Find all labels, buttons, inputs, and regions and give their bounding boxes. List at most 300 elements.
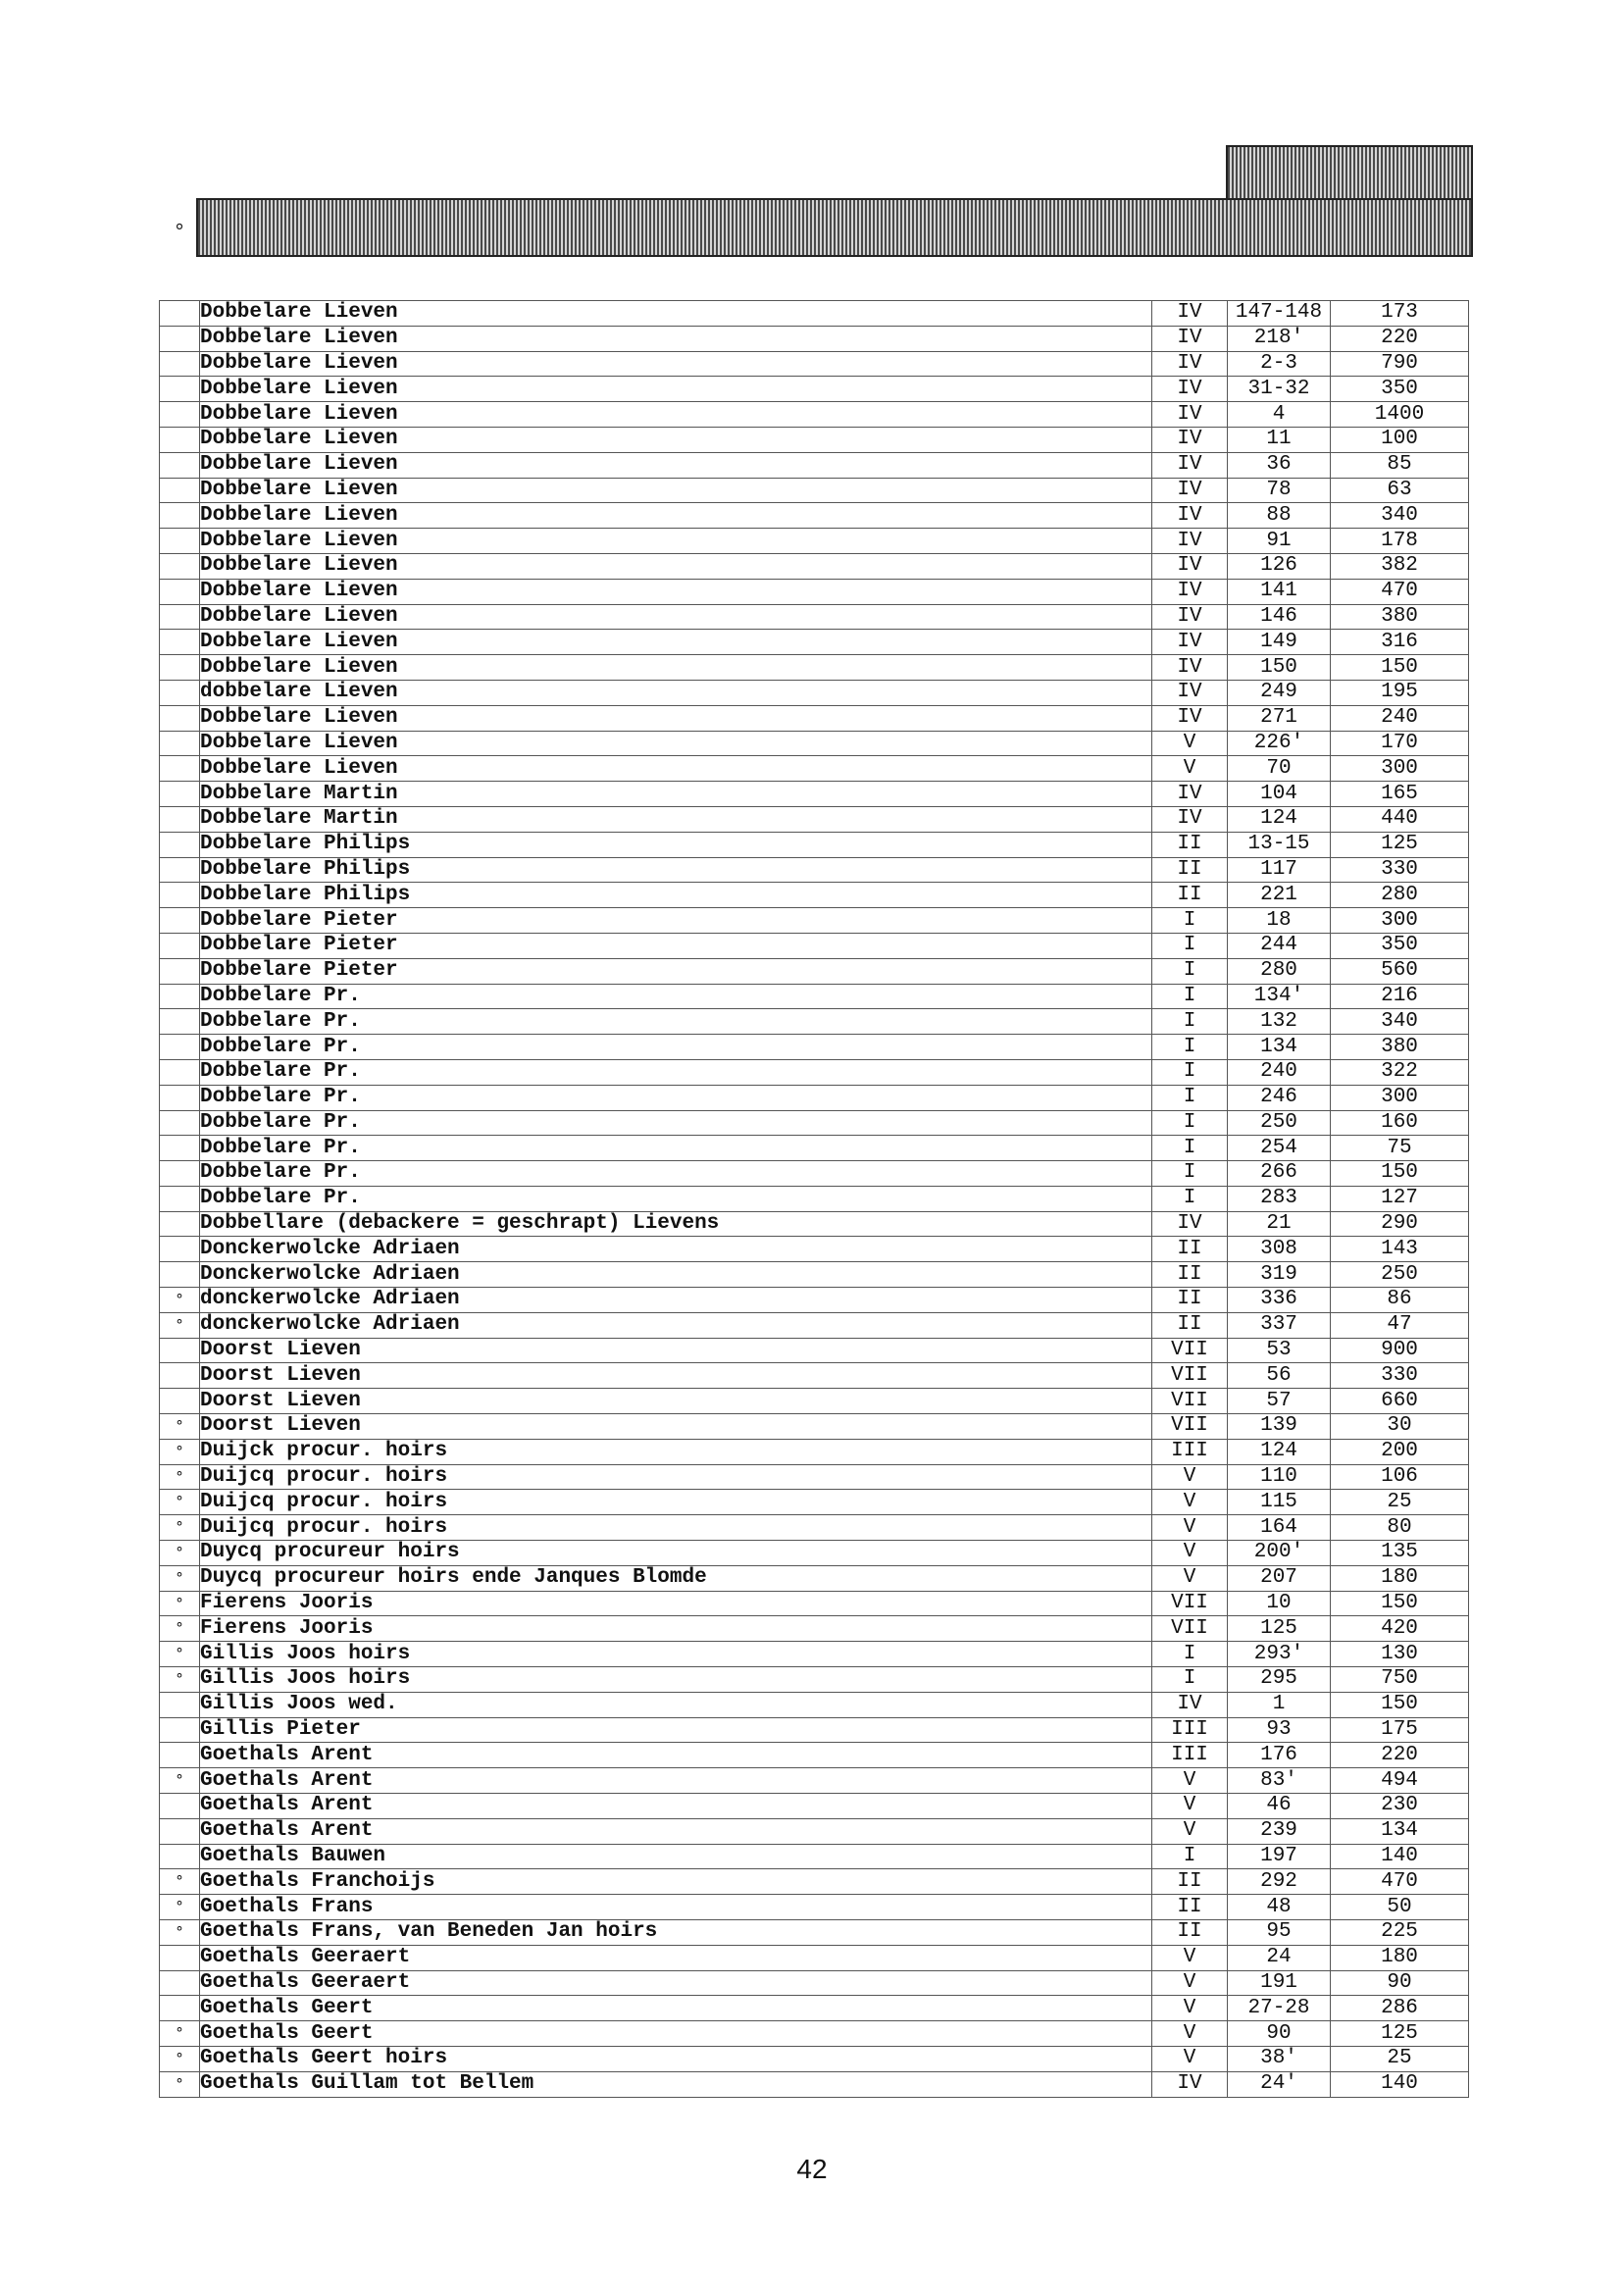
row-marker: ° [160, 1439, 200, 1464]
area-cell: 382 [1331, 553, 1469, 579]
owner-name-cell: Dobbelare Lieven [200, 553, 1152, 579]
volume-cell: V [1152, 731, 1228, 756]
area-cell: 173 [1331, 301, 1469, 327]
folio-cell: 191 [1228, 1970, 1331, 1996]
row-marker [160, 857, 200, 883]
table-row [160, 1895, 1469, 1920]
row-marker [160, 1818, 200, 1844]
row-marker [160, 478, 200, 503]
owner-name-cell: Doorst Lieven [200, 1363, 1152, 1389]
owner-name-cell: Goethals Arent [200, 1768, 1152, 1794]
row-marker [160, 377, 200, 402]
folio-cell: 240 [1228, 1059, 1331, 1085]
table-row [160, 1794, 1469, 1819]
owner-name-cell: Dobbelare Pr. [200, 1136, 1152, 1161]
table-row [160, 1338, 1469, 1363]
folio-cell: 139 [1228, 1414, 1331, 1440]
owner-name-cell: Duycq procureur hoirs ende Janques Blomde [200, 1565, 1152, 1591]
folio-cell: 57 [1228, 1389, 1331, 1414]
owner-name-cell: dobbelare Lieven [200, 680, 1152, 705]
table-row [160, 806, 1469, 832]
row-marker: ° [160, 1490, 200, 1515]
volume-cell: VII [1152, 1616, 1228, 1642]
owner-name-cell: Dobbelare Pr. [200, 984, 1152, 1009]
folio-cell: 110 [1228, 1464, 1331, 1490]
folio-cell: 308 [1228, 1237, 1331, 1262]
area-cell: 750 [1331, 1667, 1469, 1693]
folio-cell: 197 [1228, 1844, 1331, 1869]
volume-cell: V [1152, 1490, 1228, 1515]
area-cell: 125 [1331, 832, 1469, 857]
table-row [160, 579, 1469, 604]
owner-name-cell: Gillis Pieter [200, 1717, 1152, 1743]
area-cell: 380 [1331, 604, 1469, 630]
volume-cell: IV [1152, 630, 1228, 655]
row-marker: ° [160, 1591, 200, 1616]
row-marker [160, 958, 200, 984]
area-cell: 195 [1331, 680, 1469, 705]
area-cell: 420 [1331, 1616, 1469, 1642]
folio-cell: 38' [1228, 2046, 1331, 2071]
volume-cell: I [1152, 1085, 1228, 1110]
area-cell: 225 [1331, 1920, 1469, 1946]
volume-cell: III [1152, 1717, 1228, 1743]
row-marker [160, 1262, 200, 1288]
table-row [160, 655, 1469, 681]
folio-cell: 117 [1228, 857, 1331, 883]
folio-cell: 292 [1228, 1869, 1331, 1895]
row-marker [160, 1110, 200, 1136]
volume-cell: IV [1152, 604, 1228, 630]
folio-cell: 244 [1228, 933, 1331, 958]
owner-name-cell: Donckerwolcke Adriaen [200, 1262, 1152, 1288]
table-row [160, 1844, 1469, 1869]
owner-name-cell: Dobbelare Pr. [200, 1009, 1152, 1035]
folio-cell: 46 [1228, 1794, 1331, 1819]
folio-cell: 13-15 [1228, 832, 1331, 857]
folio-cell: 200' [1228, 1541, 1331, 1566]
area-cell: 380 [1331, 1035, 1469, 1060]
row-marker: ° [160, 1414, 200, 1440]
folio-cell: 134 [1228, 1035, 1331, 1060]
area-cell: 316 [1331, 630, 1469, 655]
ledger-table [159, 300, 1469, 2098]
volume-cell: IV [1152, 478, 1228, 503]
table-row [160, 1768, 1469, 1794]
area-cell: 125 [1331, 2021, 1469, 2047]
folio-cell: 18 [1228, 908, 1331, 934]
folio-cell: 124 [1228, 806, 1331, 832]
area-cell: 160 [1331, 1110, 1469, 1136]
area-cell: 230 [1331, 1794, 1469, 1819]
volume-cell: II [1152, 1288, 1228, 1313]
owner-name-cell: Dobbelare Lieven [200, 604, 1152, 630]
table-row [160, 680, 1469, 705]
table-row [160, 301, 1469, 327]
table-row [160, 1869, 1469, 1895]
table-row [160, 1136, 1469, 1161]
owner-name-cell: Goethals Franchoijs [200, 1869, 1152, 1895]
folio-cell: 53 [1228, 1338, 1331, 1363]
table-row [160, 427, 1469, 452]
volume-cell: I [1152, 1035, 1228, 1060]
area-cell: 47 [1331, 1312, 1469, 1338]
row-marker [160, 1389, 200, 1414]
table-row [160, 1616, 1469, 1642]
owner-name-cell: Dobbelare Philips [200, 832, 1152, 857]
volume-cell: III [1152, 1743, 1228, 1768]
owner-name-cell: Fierens Jooris [200, 1616, 1152, 1642]
volume-cell: V [1152, 1794, 1228, 1819]
table-row [160, 377, 1469, 402]
volume-cell: I [1152, 1844, 1228, 1869]
table-row [160, 933, 1469, 958]
row-marker [160, 1970, 200, 1996]
volume-cell: I [1152, 1009, 1228, 1035]
row-marker [160, 1237, 200, 1262]
folio-cell: 141 [1228, 579, 1331, 604]
owner-name-cell: Dobbelare Martin [200, 806, 1152, 832]
row-marker [160, 604, 200, 630]
volume-cell: II [1152, 1237, 1228, 1262]
area-cell: 330 [1331, 1363, 1469, 1389]
table-row [160, 832, 1469, 857]
owner-name-cell: Dobbelare Lieven [200, 655, 1152, 681]
volume-cell: II [1152, 1869, 1228, 1895]
table-row [160, 1970, 1469, 1996]
row-marker [160, 782, 200, 807]
volume-cell: I [1152, 1059, 1228, 1085]
owner-name-cell: Dobbelare Lieven [200, 731, 1152, 756]
folio-cell: 4 [1228, 402, 1331, 428]
row-marker [160, 1743, 200, 1768]
row-marker [160, 1136, 200, 1161]
volume-cell: II [1152, 1920, 1228, 1946]
owner-name-cell: Dobbelare Pieter [200, 933, 1152, 958]
header-bar-top [1226, 145, 1473, 200]
table-row [160, 1161, 1469, 1187]
table-row [160, 1743, 1469, 1768]
folio-cell: 104 [1228, 782, 1331, 807]
owner-name-cell: Dobbelare Lieven [200, 529, 1152, 554]
folio-cell: 21 [1228, 1211, 1331, 1237]
row-marker [160, 1035, 200, 1060]
owner-name-cell: Goethals Geert [200, 1996, 1152, 2021]
volume-cell: I [1152, 1642, 1228, 1667]
owner-name-cell: Dobbelare Lieven [200, 301, 1152, 327]
volume-cell: IV [1152, 351, 1228, 377]
owner-name-cell: Goethals Arent [200, 1743, 1152, 1768]
row-marker [160, 1692, 200, 1717]
area-cell: 280 [1331, 883, 1469, 908]
owner-name-cell: Goethals Frans [200, 1895, 1152, 1920]
folio-cell: 2-3 [1228, 351, 1331, 377]
volume-cell: II [1152, 1895, 1228, 1920]
table-row [160, 1211, 1469, 1237]
row-marker: ° [160, 1768, 200, 1794]
owner-name-cell: Dobbelare Lieven [200, 630, 1152, 655]
table-row [160, 1237, 1469, 1262]
owner-name-cell: Duijcq procur. hoirs [200, 1490, 1152, 1515]
owner-name-cell: Goethals Geert [200, 2021, 1152, 2047]
folio-cell: 337 [1228, 1312, 1331, 1338]
folio-cell: 88 [1228, 503, 1331, 529]
volume-cell: IV [1152, 427, 1228, 452]
table-row [160, 1996, 1469, 2021]
folio-cell: 176 [1228, 1743, 1331, 1768]
volume-cell: IV [1152, 377, 1228, 402]
volume-cell: IV [1152, 452, 1228, 478]
folio-cell: 266 [1228, 1161, 1331, 1187]
area-cell: 130 [1331, 1642, 1469, 1667]
table-row [160, 756, 1469, 782]
row-marker [160, 1338, 200, 1363]
table-row [160, 857, 1469, 883]
area-cell: 100 [1331, 427, 1469, 452]
area-cell: 340 [1331, 1009, 1469, 1035]
owner-name-cell: Goethals Geeraert [200, 1945, 1152, 1970]
folio-cell: 78 [1228, 478, 1331, 503]
owner-name-cell: donckerwolcke Adriaen [200, 1312, 1152, 1338]
folio-cell: 146 [1228, 604, 1331, 630]
owner-name-cell: Gillis Joos hoirs [200, 1642, 1152, 1667]
table-row [160, 1541, 1469, 1566]
table-row [160, 1186, 1469, 1211]
volume-cell: IV [1152, 402, 1228, 428]
volume-cell: V [1152, 1464, 1228, 1490]
owner-name-cell: Goethals Geeraert [200, 1970, 1152, 1996]
volume-cell: VII [1152, 1389, 1228, 1414]
area-cell: 900 [1331, 1338, 1469, 1363]
volume-cell: VII [1152, 1414, 1228, 1440]
row-marker [160, 326, 200, 351]
volume-cell: I [1152, 958, 1228, 984]
volume-cell: V [1152, 2021, 1228, 2047]
area-cell: 470 [1331, 579, 1469, 604]
folio-cell: 1 [1228, 1692, 1331, 1717]
owner-name-cell: Dobbelare Lieven [200, 377, 1152, 402]
volume-cell: IV [1152, 806, 1228, 832]
volume-cell: IV [1152, 503, 1228, 529]
area-cell: 178 [1331, 529, 1469, 554]
owner-name-cell: Dobbelare Lieven [200, 478, 1152, 503]
volume-cell: IV [1152, 301, 1228, 327]
folio-cell: 283 [1228, 1186, 1331, 1211]
volume-cell: IV [1152, 326, 1228, 351]
owner-name-cell: Duycq procureur hoirs [200, 1541, 1152, 1566]
volume-cell: IV [1152, 1211, 1228, 1237]
table-row [160, 2071, 1469, 2097]
volume-cell: IV [1152, 529, 1228, 554]
folio-cell: 70 [1228, 756, 1331, 782]
area-cell: 560 [1331, 958, 1469, 984]
owner-name-cell: Dobbelare Lieven [200, 756, 1152, 782]
owner-name-cell: Doorst Lieven [200, 1338, 1152, 1363]
area-cell: 350 [1331, 377, 1469, 402]
folio-cell: 90 [1228, 2021, 1331, 2047]
table-row [160, 326, 1469, 351]
owner-name-cell: Donckerwolcke Adriaen [200, 1237, 1152, 1262]
table-row [160, 1288, 1469, 1313]
owner-name-cell: Dobbelare Pr. [200, 1035, 1152, 1060]
row-marker [160, 427, 200, 452]
row-marker [160, 933, 200, 958]
volume-cell: V [1152, 1541, 1228, 1566]
owner-name-cell: Dobbelare Philips [200, 883, 1152, 908]
folio-cell: 249 [1228, 680, 1331, 705]
folio-cell: 125 [1228, 1616, 1331, 1642]
folio-cell: 239 [1228, 1818, 1331, 1844]
owner-name-cell: Dobbelare Lieven [200, 427, 1152, 452]
folio-cell: 134' [1228, 984, 1331, 1009]
folio-cell: 91 [1228, 529, 1331, 554]
folio-cell: 250 [1228, 1110, 1331, 1136]
owner-name-cell: Duijck procur. hoirs [200, 1439, 1152, 1464]
table-row [160, 984, 1469, 1009]
volume-cell: I [1152, 1667, 1228, 1693]
owner-name-cell: Dobbelare Philips [200, 857, 1152, 883]
row-marker [160, 984, 200, 1009]
area-cell: 150 [1331, 1161, 1469, 1187]
row-marker: ° [160, 2021, 200, 2047]
row-marker: ° [160, 1920, 200, 1946]
table-row [160, 1389, 1469, 1414]
folio-cell: 207 [1228, 1565, 1331, 1591]
folio-cell: 150 [1228, 655, 1331, 681]
volume-cell: V [1152, 756, 1228, 782]
owner-name-cell: Dobbelare Martin [200, 782, 1152, 807]
area-cell: 150 [1331, 1692, 1469, 1717]
ledger-body [160, 301, 1469, 2098]
row-marker [160, 553, 200, 579]
row-marker [160, 655, 200, 681]
volume-cell: V [1152, 1565, 1228, 1591]
owner-name-cell: Dobbelare Pieter [200, 908, 1152, 934]
area-cell: 150 [1331, 1591, 1469, 1616]
volume-cell: II [1152, 1312, 1228, 1338]
folio-cell: 164 [1228, 1515, 1331, 1541]
row-marker: ° [160, 1565, 200, 1591]
owner-name-cell: Dobbelare Pr. [200, 1059, 1152, 1085]
area-cell: 340 [1331, 503, 1469, 529]
row-marker [160, 1085, 200, 1110]
owner-name-cell: Gillis Joos wed. [200, 1692, 1152, 1717]
owner-name-cell: Dobbelare Lieven [200, 402, 1152, 428]
folio-cell: 226' [1228, 731, 1331, 756]
folio-cell: 126 [1228, 553, 1331, 579]
table-row [160, 1059, 1469, 1085]
volume-cell: IV [1152, 680, 1228, 705]
row-marker [160, 1717, 200, 1743]
area-cell: 494 [1331, 1768, 1469, 1794]
table-row [160, 1818, 1469, 1844]
table-row [160, 1262, 1469, 1288]
table-row [160, 1717, 1469, 1743]
area-cell: 63 [1331, 478, 1469, 503]
volume-cell: I [1152, 908, 1228, 934]
folio-cell: 24' [1228, 2071, 1331, 2097]
folio-cell: 319 [1228, 1262, 1331, 1288]
owner-name-cell: Goethals Frans, van Beneden Jan hoirs [200, 1920, 1152, 1946]
area-cell: 286 [1331, 1996, 1469, 2021]
owner-name-cell: Gillis Joos hoirs [200, 1667, 1152, 1693]
table-row [160, 529, 1469, 554]
area-cell: 134 [1331, 1818, 1469, 1844]
table-row [160, 1414, 1469, 1440]
table-row [160, 2021, 1469, 2047]
volume-cell: V [1152, 2046, 1228, 2071]
volume-cell: VII [1152, 1363, 1228, 1389]
area-cell: 240 [1331, 705, 1469, 731]
table-row [160, 883, 1469, 908]
table-row [160, 351, 1469, 377]
area-cell: 143 [1331, 1237, 1469, 1262]
volume-cell: V [1152, 1768, 1228, 1794]
area-cell: 106 [1331, 1464, 1469, 1490]
area-cell: 1400 [1331, 402, 1469, 428]
folio-cell: 147-148 [1228, 301, 1331, 327]
area-cell: 250 [1331, 1262, 1469, 1288]
row-marker [160, 630, 200, 655]
area-cell: 330 [1331, 857, 1469, 883]
area-cell: 300 [1331, 1085, 1469, 1110]
folio-cell: 95 [1228, 1920, 1331, 1946]
table-row [160, 1312, 1469, 1338]
volume-cell: IV [1152, 579, 1228, 604]
folio-cell: 27-28 [1228, 1996, 1331, 2021]
area-cell: 290 [1331, 1211, 1469, 1237]
owner-name-cell: Goethals Arent [200, 1818, 1152, 1844]
area-cell: 216 [1331, 984, 1469, 1009]
table-row [160, 452, 1469, 478]
row-marker [160, 1186, 200, 1211]
owner-name-cell: Doorst Lieven [200, 1414, 1152, 1440]
owner-name-cell: Dobbelare Pr. [200, 1186, 1152, 1211]
owner-name-cell: donckerwolcke Adriaen [200, 1288, 1152, 1313]
owner-name-cell: Dobbelare Pieter [200, 958, 1152, 984]
row-marker [160, 301, 200, 327]
folio-cell: 254 [1228, 1136, 1331, 1161]
table-row [160, 1035, 1469, 1060]
area-cell: 140 [1331, 1844, 1469, 1869]
row-marker [160, 1996, 200, 2021]
volume-cell: IV [1152, 2071, 1228, 2097]
table-row [160, 1642, 1469, 1667]
owner-name-cell: Dobbelare Pr. [200, 1085, 1152, 1110]
row-marker: ° [160, 2071, 200, 2097]
volume-cell: IV [1152, 1692, 1228, 1717]
table-row [160, 1009, 1469, 1035]
table-row [160, 1085, 1469, 1110]
row-marker: ° [160, 1515, 200, 1541]
area-cell: 220 [1331, 326, 1469, 351]
volume-cell: II [1152, 883, 1228, 908]
volume-cell: IV [1152, 655, 1228, 681]
folio-cell: 132 [1228, 1009, 1331, 1035]
owner-name-cell: Goethals Geert hoirs [200, 2046, 1152, 2071]
folio-cell: 56 [1228, 1363, 1331, 1389]
table-row [160, 731, 1469, 756]
table-row [160, 2046, 1469, 2071]
area-cell: 30 [1331, 1414, 1469, 1440]
volume-cell: IV [1152, 782, 1228, 807]
volume-cell: IV [1152, 705, 1228, 731]
folio-cell: 221 [1228, 883, 1331, 908]
row-marker: ° [160, 1895, 200, 1920]
owner-name-cell: Dobbelare Lieven [200, 351, 1152, 377]
table-row [160, 553, 1469, 579]
area-cell: 220 [1331, 1743, 1469, 1768]
